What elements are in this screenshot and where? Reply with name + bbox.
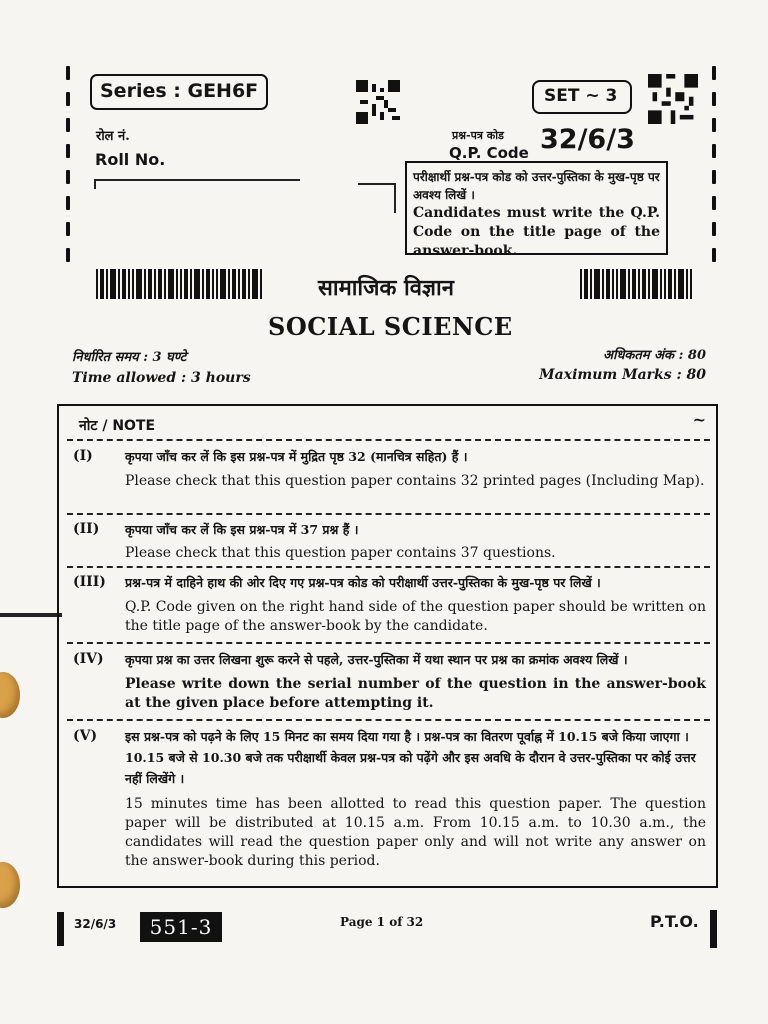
note-heading: नोट / NOTE — [79, 418, 156, 434]
note-item-hindi: कृपया जाँच कर लें कि इस प्रश्न-पत्र में 37 प्रश्न हैं । — [125, 522, 359, 537]
note-item-hindi: कृपया जाँच कर लें कि इस प्रश्न-पत्र में मुद्रित पृष्ठ 32 (मानचित्र सहित) हैं । — [125, 449, 468, 464]
set-label: SET ~ 3 — [532, 80, 632, 114]
binder-ring-icon — [0, 862, 20, 908]
note-tilde-mark: ~ — [692, 410, 706, 429]
qr-code-icon — [648, 74, 698, 124]
note-item-number: (I) — [73, 448, 93, 464]
roll-number-field-border — [94, 179, 300, 181]
note-item-number: (III) — [73, 574, 106, 590]
qr-code-icon — [356, 80, 400, 124]
note-item-number: (II) — [73, 521, 100, 537]
roll-number-label: Roll No. — [95, 150, 166, 169]
footer-mark — [57, 912, 64, 946]
note-item-english: Q.P. Code given on the right hand side of the question paper should be written on the title page of the answer-book by the candidate. — [125, 599, 706, 634]
note-box — [57, 404, 718, 888]
note-item-hindi: प्रश्न-पत्र में दाहिने हाथ की ओर दिए गए प्रश्न-पत्र कोड को परीक्षार्थी उत्तर-पुस्तिका के मुख-पृष्ठ पर लिखें । — [125, 575, 601, 590]
note-item-english: Please check that this question paper contains 32 printed pages (Including Map). — [125, 473, 705, 489]
subject-title-hindi: सामाजिक विज्ञान — [318, 276, 454, 301]
roll-number-field-border — [358, 183, 396, 213]
pto-label: P.T.O. — [650, 912, 699, 931]
max-marks-hindi: अधिकतम अंक : 80 — [603, 348, 706, 363]
barcode-icon — [96, 269, 262, 299]
note-separator — [67, 566, 710, 568]
note-item-text — [125, 572, 706, 636]
note-item-english: Please check that this question paper contains 37 questions. — [125, 545, 556, 561]
note-item-english: 15 minutes time has been allotted to read this question paper. The question paper will be distributed at 10.15 a.m. From 10.15 a.m. to 10.30 a.m., the candidates will read the question paper only and will not write any answer on the answer-book during this period. — [125, 796, 706, 869]
note-item-text — [125, 519, 706, 563]
note-item-hindi: इस प्रश्न-पत्र को पढ़ने के लिए 15 मिनट का समय दिया गया है । प्रश्न-पत्र का वितरण पूर्वाह्न में 10.15 बजे किया जाएगा । 10.15 बजे से 10.30 बजे तक परीक्षार्थी केवल प्रश्न-पत्र को पढ़ेंगे और इस अवधि के दौरान वे उत्तर-पुस्तिका पर कोई उत्तर नहीं लिखेंगे । — [125, 729, 696, 786]
note-item-text — [125, 726, 706, 871]
note-item-hindi: कृपया प्रश्न का उत्तर लिखना शुरू करने से पहले, उत्तर-पुस्तिका में यथा स्थान पर प्रश्न का क्रमांक अवश्य लिखें । — [125, 652, 628, 667]
right-margin-dashes — [712, 66, 716, 274]
note-item-text — [125, 649, 706, 713]
qp-code-label: Q.P. Code — [449, 144, 529, 162]
note-item-text — [125, 446, 706, 491]
note-separator — [67, 719, 710, 721]
page-number: Page 1 of 32 — [340, 915, 424, 929]
barcode-icon — [580, 269, 692, 299]
qp-code-value: 32/6/3 — [540, 124, 635, 155]
subject-title: SOCIAL SCIENCE — [268, 312, 513, 341]
binder-ring-icon — [0, 672, 20, 718]
candidate-instruction-english: Candidates must write the Q.P. Code on the title page of the answer-book. — [413, 205, 660, 259]
note-item-number: (V) — [73, 728, 98, 744]
note-item-english: Please write down the serial number of the question in the answer-book at the given place before attempting it. — [125, 676, 706, 711]
series-label: Series : GEH6F — [90, 74, 268, 110]
binder-clip — [0, 613, 62, 617]
note-separator — [67, 642, 710, 644]
candidate-instruction-box — [405, 161, 668, 259]
roll-number-field-border — [94, 179, 96, 189]
note-item-number: (IV) — [73, 651, 104, 667]
time-allowed: Time allowed : 3 hours — [72, 370, 251, 386]
max-marks: Maximum Marks : 80 — [539, 367, 706, 383]
candidate-instruction-hindi: परीक्षार्थी प्रश्न-पत्र कोड को उत्तर-पुस्तिका के मुख-पृष्ठ पर अवश्य लिखें । — [413, 170, 660, 202]
footer-mark — [710, 910, 717, 948]
roll-number-label-hindi: रोल नं. — [96, 129, 130, 144]
note-separator — [67, 513, 710, 515]
time-allowed-hindi: निर्धारित समय : 3 घण्टे — [72, 350, 187, 365]
qp-code-label-hindi: प्रश्न-पत्र कोड — [452, 129, 504, 142]
footer-qp-code: 32/6/3 — [74, 917, 117, 931]
left-margin-dashes — [66, 66, 70, 274]
footer-code-badge: 551-3 — [140, 912, 222, 942]
note-separator — [67, 439, 710, 441]
